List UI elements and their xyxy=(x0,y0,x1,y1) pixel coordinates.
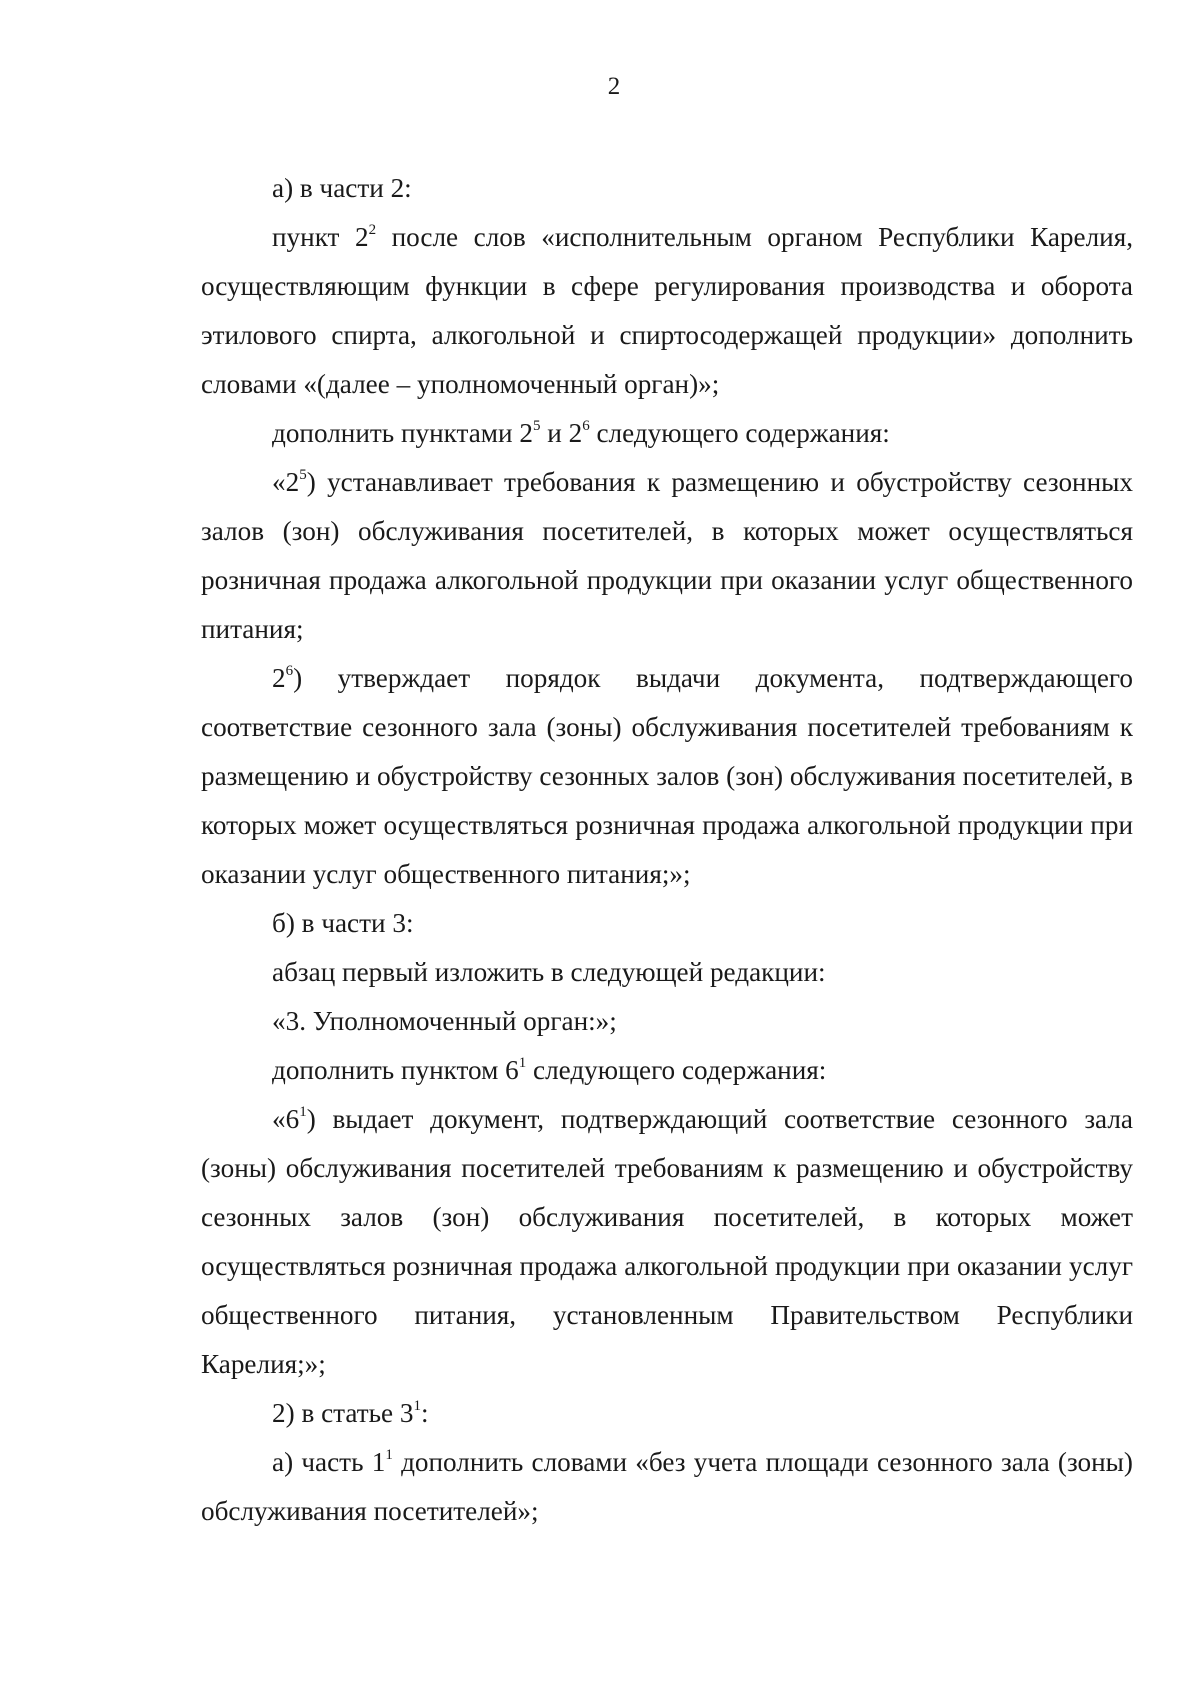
text-run: : xyxy=(420,1398,429,1428)
paragraph xyxy=(201,948,1133,997)
text-run: дополнить пунктом 6 xyxy=(272,1055,519,1085)
text-run: дополнить пунктами 2 xyxy=(272,418,533,448)
text-run: ) утверждает порядок выдачи документа, подтверждающего соответствие сезонного зала (зоны) обслуживания посетителей требованиям к размещению и обустройству сезонных залов (зон) обслуживания посетителей, в которых может осуществляться розничная продажа алкогольной продукции при оказании услуг общественного питания;»; xyxy=(201,663,1133,889)
superscript: 1 xyxy=(385,1447,393,1463)
superscript: 5 xyxy=(532,418,541,434)
text-run: «3. Уполномоченный орган:»; xyxy=(272,1006,617,1036)
paragraph xyxy=(201,458,1133,654)
text-run: и 2 xyxy=(540,418,583,448)
text-run: 2) в статье 3 xyxy=(272,1398,414,1428)
paragraph xyxy=(201,1438,1133,1536)
paragraph xyxy=(201,164,1133,213)
text-run: абзац первый изложить в следующей редакции: xyxy=(272,957,826,987)
superscript: 1 xyxy=(413,1398,421,1414)
text-run: дополнить словами «без учета площади сезонного зала (зоны) обслуживания посетителей»; xyxy=(201,1447,1133,1526)
text-run: 2 xyxy=(272,663,286,693)
text-run: следующего содержания: xyxy=(589,418,890,448)
text-run: а) в части 2: xyxy=(272,173,412,203)
superscript: 2 xyxy=(368,222,377,238)
superscript: 5 xyxy=(299,467,307,483)
superscript: 1 xyxy=(299,1104,307,1120)
text-run: а) часть 1 xyxy=(272,1447,386,1477)
text-run: б) в части 3: xyxy=(272,908,414,938)
text-run: «2 xyxy=(272,467,300,497)
paragraph xyxy=(201,409,1133,458)
text-run: ) устанавливает требования к размещению и обустройству сезонных залов (зон) обслуживания посетителей, в которых может осуществляться розничная продажа алкогольной продукции при оказании услуг общественного питания; xyxy=(201,467,1133,644)
text-run: «6 xyxy=(272,1104,300,1134)
paragraph xyxy=(201,1095,1133,1389)
superscript: 1 xyxy=(518,1055,527,1071)
paragraph xyxy=(201,997,1133,1046)
paragraph xyxy=(201,654,1133,899)
paragraph xyxy=(201,1046,1133,1095)
text-run: следующего содержания: xyxy=(526,1055,827,1085)
text-run: ) выдает документ, подтверждающий соответствие сезонного зала (зоны) обслуживания посетителей требованиям к размещению и обустройству сезонных залов (зон) обслуживания посетителей, в которых может осуществляться розничная продажа алкогольной продукции при оказании услуг общественного питания, установленным Правительством Республики Карелия;»; xyxy=(201,1104,1133,1379)
paragraph xyxy=(201,1389,1133,1438)
page-number: 2 xyxy=(607,73,621,100)
superscript: 6 xyxy=(582,418,590,434)
document-body xyxy=(201,164,1133,1536)
paragraph xyxy=(201,899,1133,948)
text-run: после слов «исполнительным органом Республики Карелия, осуществляющим функции в сфере регулирования производства и оборота этилового спирта, алкогольной и спиртосодержащей продукции» дополнить словами «(далее – уполномоченный орган)»; xyxy=(201,222,1133,399)
paragraph xyxy=(201,213,1133,409)
text-run: пункт 2 xyxy=(272,222,369,252)
superscript: 6 xyxy=(285,663,294,679)
